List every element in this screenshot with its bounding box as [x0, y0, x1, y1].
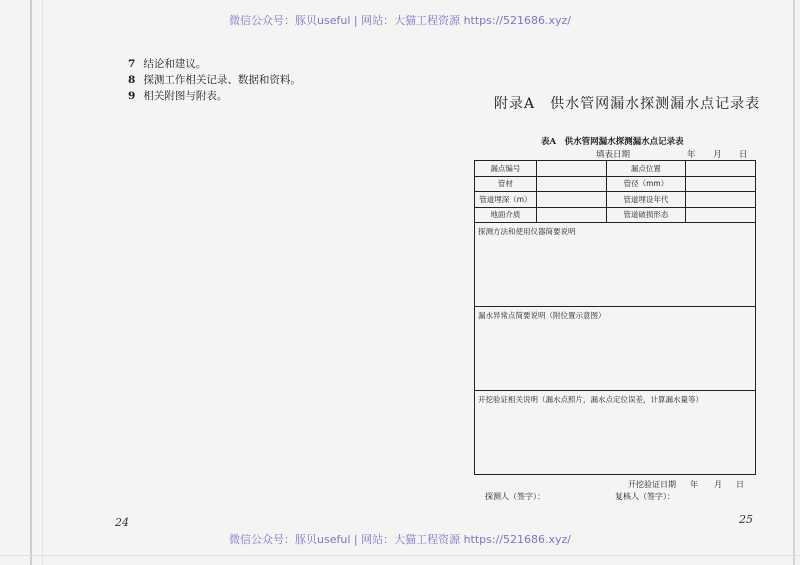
verify-date-label: 开挖验证日期 [628, 480, 676, 489]
table-label-cell: 管材 [475, 176, 537, 192]
page-number-right: 25 [739, 513, 753, 526]
table-value-cell [536, 207, 606, 223]
list-item-number: 8 [128, 74, 136, 86]
list-item-number: 9 [128, 90, 136, 102]
scan-edge-left-2 [42, 0, 43, 565]
fill-date-year: 年 [687, 150, 696, 160]
table-block-row [475, 307, 756, 391]
table-block-row [475, 391, 756, 475]
verify-date [628, 479, 758, 491]
table-value-cell [686, 176, 756, 192]
excavation-verify-block: 开挖验证相关说明（漏水点照片，漏水点定位误差，计算漏水量等） [475, 391, 756, 475]
detection-method-block: 探测方法和使用仪器简要说明 [475, 223, 756, 307]
verify-date-month: 月 [714, 480, 722, 489]
appendix-title: 附录A 供水管网漏水探测漏水点记录表 [494, 96, 761, 112]
table-value-cell [686, 207, 756, 223]
table-caption: 表A 供水管网漏水探测漏水点记录表 [541, 137, 684, 147]
verify-date-year: 年 [690, 480, 698, 489]
table-label-cell: 管道破损形态 [606, 207, 686, 223]
table-block-row [475, 223, 756, 307]
scan-edge-right [793, 0, 795, 565]
list-item [128, 88, 301, 104]
fill-date-label: 填表日期 [596, 150, 631, 160]
detector-signature-label: 探测人（签字）： [485, 492, 545, 501]
fill-date-day: 日 [739, 150, 748, 160]
table-label-cell: 管道埋设年代 [606, 192, 686, 208]
list-item [128, 72, 301, 88]
fill-date-month: 月 [713, 150, 722, 160]
reviewer-signature-label: 复核人（签字）： [615, 492, 675, 501]
table-row [475, 161, 756, 177]
conclusion-list [128, 56, 301, 104]
table-value-cell [686, 161, 756, 177]
table-value-cell [536, 176, 606, 192]
list-item-text: 探测工作相关记录、数据和资料。 [143, 74, 301, 86]
table-label-cell: 管道埋深（m） [475, 192, 537, 208]
table-row [475, 176, 756, 192]
record-table [474, 160, 756, 475]
watermark-bottom: 微信公众号：豚贝useful | 网站：大猫工程资源 https://521686.xyz/ [229, 533, 571, 546]
list-item-text: 相关附图与附表。 [143, 90, 228, 102]
page-number-left: 24 [115, 516, 129, 529]
list-item-number: 7 [128, 58, 136, 70]
table-row [475, 192, 756, 208]
table-value-cell [536, 192, 606, 208]
scan-edge-bottom [0, 555, 800, 556]
table-label-cell: 漏点位置 [606, 161, 686, 177]
table-value-cell [536, 161, 606, 177]
table-label-cell: 管径（mm） [606, 176, 686, 192]
leak-anomaly-block: 漏水异常点简要说明（附位置示意图） [475, 307, 756, 391]
table-label-cell: 地面介质 [475, 207, 537, 223]
table-label-cell: 漏点编号 [475, 161, 537, 177]
verify-date-day: 日 [736, 480, 744, 489]
list-item [128, 56, 301, 72]
watermark-top: 微信公众号：豚贝useful | 网站：大猫工程资源 https://521686.xyz/ [229, 14, 571, 27]
scan-edge-left [30, 0, 32, 565]
list-item-text: 结论和建议。 [143, 58, 207, 70]
table-value-cell [686, 192, 756, 208]
table-row [475, 207, 756, 223]
